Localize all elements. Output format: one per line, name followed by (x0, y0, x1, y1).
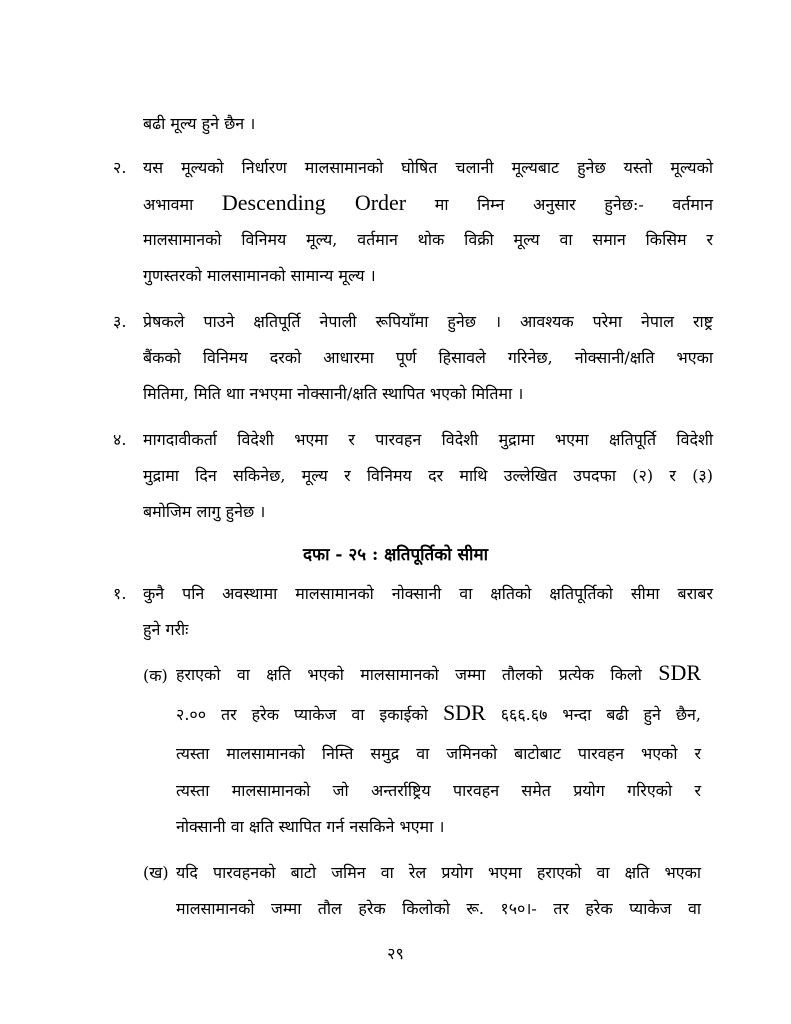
item-4-line-2: मुद्रामा दिन सकिनेछ, मूल्य र विनिमय दर माथि उल्लेखित उपदफा (२) र (३) (143, 466, 713, 485)
item-2-line-2 (143, 190, 714, 215)
item-2-line-1: यस मूल्यको निर्धारण मालसामानको घोषित चलानी मूल्यबाट हुनेछ यस्तो मूल्यको (143, 158, 713, 177)
sdr-text-2: SDR (442, 700, 486, 725)
item-number-1: १. (113, 584, 127, 603)
item-2-line-4: गुणस्तरको मालसामानको सामान्य मूल्य । (143, 266, 376, 285)
item-3-line-1: प्रेषकले पाउने क्षतिपूर्ति नेपाली रूपियाँमा हुनेछ । आवश्यक परेमा नेपाल राष्ट्र (143, 312, 713, 331)
section-heading: दफा - २५ : क्षतिपूर्तिको सीमा (302, 545, 489, 565)
page-number: २९ (387, 944, 404, 963)
sub-item-ka-line-5: नोक्सानी वा क्षति स्थापित गर्न नसकिने भएमा । (176, 817, 445, 836)
item-1-line-1: कुनै पनि अवस्थामा मालसामानको नोक्सानी वा क्षतिको क्षतिपूर्तिको सीमा बराबर (143, 584, 713, 603)
sub-item-ka-line-1 (176, 660, 701, 685)
item-number-4: ४. (113, 430, 127, 449)
item-4-line-3: बमोजिम लागु हुनेछ । (143, 502, 266, 521)
sub-item-ka-line-4: त्यस्ता मालसामानको जो अन्तर्राष्ट्रिय पारवहन समेत प्रयोग गरिएको र (176, 781, 701, 800)
descending-order-text: Descending Order (221, 190, 407, 215)
sub-item-kha-line-1: यदि पारवहनको बाटो जमिन वा रेल प्रयोग भएमा हराएको वा क्षति भएका (176, 863, 701, 882)
sdr-text-1: SDR (658, 660, 701, 685)
sub-item-ka-line-1-pre: हराएको वा क्षति भएको मालसामानको जम्मा तौलको प्रत्येक किलो (176, 665, 659, 684)
item-number-2: २. (113, 158, 127, 177)
item-3-line-2: बैंकको विनिमय दरको आधारमा पूर्ण हिसावले गरिनेछ, नोक्सानी/क्षति भएका (143, 348, 713, 367)
item-3-line-3: मितिमा, मिति थाा नभएमा नोक्सानी/क्षति स्थापित भएको मितिमा । (143, 384, 524, 403)
sub-item-kha-line-2: मालसामानको जम्मा तौल हरेक किलोको रू. १५०।- तर हरेक प्याकेज वा (176, 899, 701, 918)
item-4-line-1: मागदावीकर्ता विदेशी भएमा र पारवहन विदेशी मुद्रामा भएमा क्षतिपूर्ति विदेशी (143, 430, 713, 449)
sub-item-ka-line-2 (176, 700, 701, 725)
item-1-line-2: हुने गरीः (143, 620, 189, 639)
item-2-line-2-post: मा निम्न अनुसार हुनेछ:- वर्तमान (406, 195, 714, 214)
sub-item-ka-line-2-post: ६६६.६७ भन्दा बढी हुने छैन, (485, 705, 701, 724)
sub-item-label-kha: (ख) (143, 863, 169, 882)
item-number-3: ३. (113, 312, 127, 331)
item-2-line-3: मालसामानको विनिमय मूल्य, वर्तमान थोक विक्री मूल्य वा समान किसिम र (143, 230, 713, 249)
sub-item-ka-line-3: त्यस्ता मालसामानको निम्ति समुद्र वा जमिनको बाटोबाट पारवहन भएको र (176, 744, 701, 763)
sub-item-label-ka: (क) (143, 666, 168, 685)
item-2-line-2-pre: अभावमा (143, 195, 222, 214)
continuation-line: बढी मूल्य हुने छैन । (143, 114, 256, 133)
sub-item-ka-line-2-pre: २.०० तर हरेक प्याकेज वा इकाईको (176, 705, 443, 724)
